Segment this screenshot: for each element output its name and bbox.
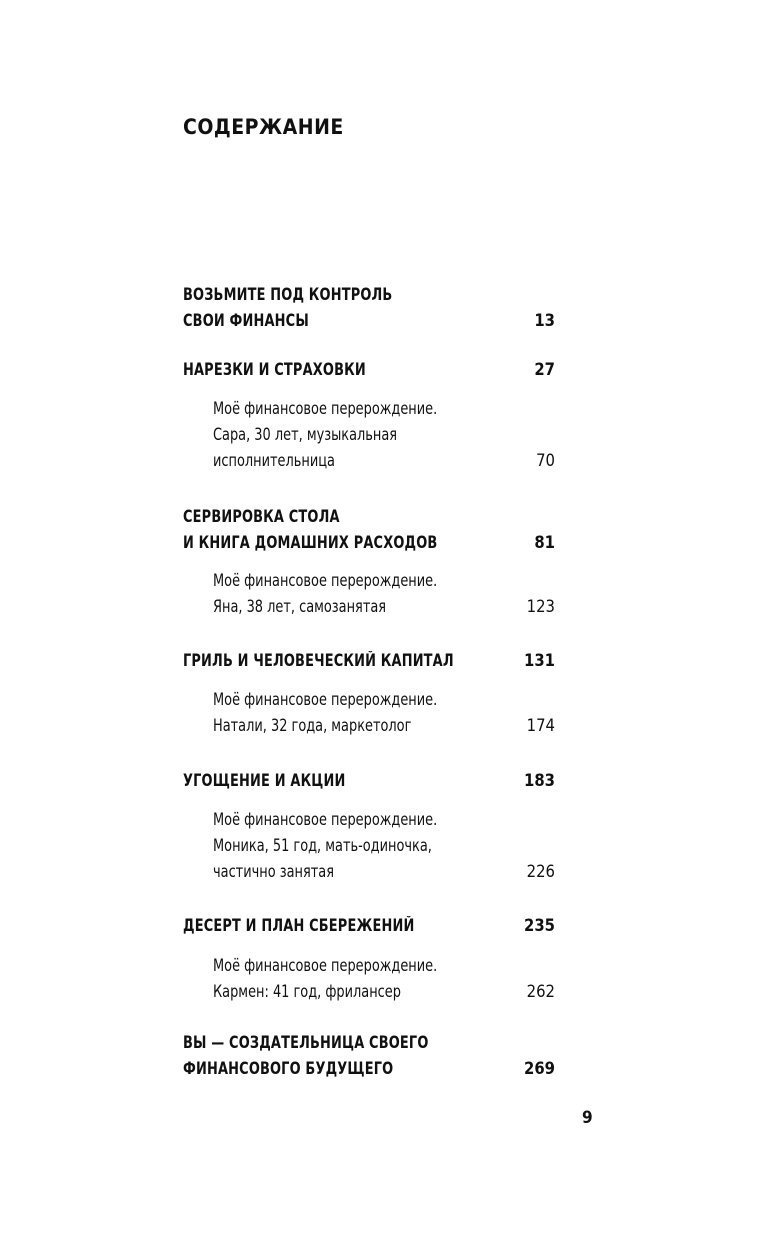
toc-entry-line: Натали, 32 года, маркетолог bbox=[213, 716, 412, 735]
page-number: 9 bbox=[582, 1108, 593, 1128]
toc-entry-line: Сара, 30 лет, музыкальная bbox=[213, 425, 398, 444]
toc-page-number: 262 bbox=[526, 982, 555, 1001]
toc-entry-line: Моё финансовое перерождение. bbox=[213, 399, 438, 418]
toc-page-number: 27 bbox=[534, 360, 555, 379]
toc-entry-line: УГОЩЕНИЕ И АКЦИИ bbox=[183, 771, 346, 790]
toc-entry-line: СВОИ ФИНАНСЫ bbox=[183, 311, 309, 330]
toc-page-number: 183 bbox=[524, 771, 555, 790]
toc-entry-line: Моника, 51 год, мать-одиночка, bbox=[213, 836, 432, 855]
toc-entry-line: ДЕСЕРТ И ПЛАН СБЕРЕЖЕНИЙ bbox=[183, 916, 415, 935]
toc-page-number: 226 bbox=[526, 862, 555, 881]
toc-entry-line: НАРЕЗКИ И СТРАХОВКИ bbox=[183, 360, 366, 379]
toc-page-number: 13 bbox=[534, 311, 555, 330]
toc-page-number: 70 bbox=[536, 451, 555, 470]
page-title: СОДЕРЖАНИЕ bbox=[183, 115, 344, 139]
toc-page-number: 131 bbox=[524, 651, 555, 670]
toc-page-number: 81 bbox=[534, 533, 555, 552]
toc-entry-line: ВОЗЬМИТЕ ПОД КОНТРОЛЬ bbox=[183, 285, 393, 304]
toc-entry-line: ВЫ — СОЗДАТЕЛЬНИЦА СВОЕГО bbox=[183, 1033, 429, 1052]
toc-entry-line: СЕРВИРОВКА СТОЛА bbox=[183, 507, 340, 526]
toc-entry-line: Моё финансовое перерождение. bbox=[213, 956, 438, 975]
toc-entry-line: Моё финансовое перерождение. bbox=[213, 810, 438, 829]
toc-page-number: 235 bbox=[524, 916, 555, 935]
toc-entry-line: ФИНАНСОВОГО БУДУЩЕГО bbox=[183, 1059, 394, 1078]
toc-entry-line: Кармен: 41 год, фрилансер bbox=[213, 982, 401, 1001]
toc-entry-line: ГРИЛЬ И ЧЕЛОВЕЧЕСКИЙ КАПИТАЛ bbox=[183, 651, 454, 670]
toc-entry-line: И КНИГА ДОМАШНИХ РАСХОДОВ bbox=[183, 533, 438, 552]
toc-page-number: 174 bbox=[526, 716, 555, 735]
toc-page-number: 123 bbox=[526, 597, 555, 616]
toc-entry-line: Моё финансовое перерождение. bbox=[213, 571, 438, 590]
toc-entry-line: Моё финансовое перерождение. bbox=[213, 690, 438, 709]
toc-page-number: 269 bbox=[524, 1059, 555, 1078]
toc-entry-line: исполнительница bbox=[213, 451, 335, 470]
toc-entry-line: Яна, 38 лет, самозанятая bbox=[213, 597, 387, 616]
toc-entry-line: частично занятая bbox=[213, 862, 334, 881]
